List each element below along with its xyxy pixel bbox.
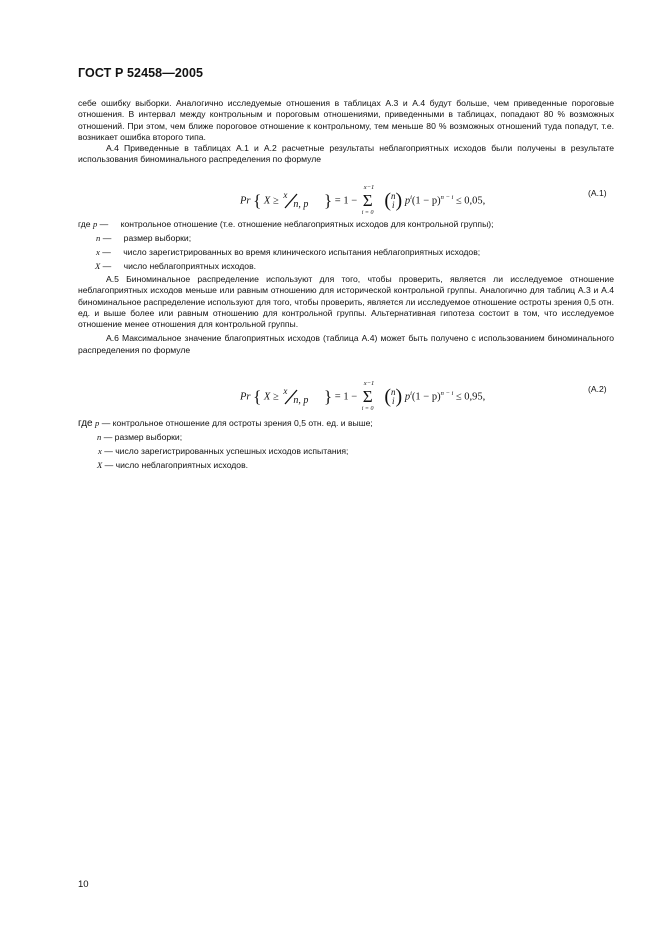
formula-a2-x: X [263,391,271,403]
formula-a2-paren-open: ( [384,385,392,408]
paragraph-1-block [78,98,614,166]
def2-prefix: где [78,418,93,429]
def2-text: размер выборки; [114,432,183,442]
formula-a1-exp1: i [410,193,412,201]
def1-row-X [95,261,256,272]
formula-a1-binom-top: n [391,191,396,201]
formula-a2-brace-open: { [253,387,262,406]
def2-symbol: X [97,460,103,470]
formula-a1-sigma: Σ [362,191,373,210]
def2-dash: — [104,460,114,470]
paragraph-2-block [78,274,614,356]
def1-row-p [78,219,494,230]
formula-a1-lhs: Pr [240,195,251,207]
formula-a1-rel: ≤ 0,05, [455,195,486,207]
def2-text: число неблагоприятных исходов. [115,460,249,470]
formula-a2-geq: ≥ [272,391,279,403]
formula-a2-equals: = 1 − [334,391,358,403]
formula-a1-paren-open: ( [384,189,392,212]
standard-title: ГОСТ Р 52458—2005 [78,66,204,80]
formula-a1-frac-num: x [283,190,288,200]
formula-a2-binom-top: n [391,387,396,397]
formula-a2-exp1: i [410,389,412,397]
page-number: 10 [78,879,89,890]
formula-a2-sum-bottom: i = 0 [361,406,374,412]
def2-symbol: p [95,418,100,428]
def1-row-x [96,247,480,258]
def1-dash: — [102,247,111,257]
formula-a1-fraction [281,190,321,210]
formula-a2 [0,370,661,410]
def1-symbol: p [92,219,98,229]
formula-a1-brace-open: { [253,191,262,210]
formula-a2-frac-den: n, p [293,395,309,406]
formula-a2-sum-top: x−1 [363,380,375,387]
formula-a2-lhs: Pr [240,391,251,403]
formula-a2-fraction [281,386,321,406]
formula-a1-body [240,186,485,216]
def2-row-x [98,446,348,457]
formula-a2-paren-close: ) [395,385,403,408]
def2-symbol: n [97,432,102,442]
formula-a2-number: (А.2) [588,384,607,394]
formula-a2-frac-num: x [283,386,288,396]
formula-a1-p: p [404,195,411,207]
formula-a1-sum-bottom: i = 0 [361,210,374,216]
def2-dash: — [103,432,113,442]
formula-a1-sum [360,186,382,216]
formula-a1-exp2: n − i [440,193,454,201]
def2-symbol: x [98,446,102,456]
def1-symbol: X [95,261,101,271]
paragraph-a6: А.6 Максимальное значение благоприятных исходов (таблица А.4) может быть получено с использованием биноминального распределения по формуле [78,333,614,355]
def1-row-n [96,233,191,244]
def2-text: число зарегистрированных успешных исходов испытания; [115,446,349,456]
formula-a2-brace-close: } [323,387,333,406]
formula-a1-number: (А.1) [588,188,607,198]
paragraph-intro: себе ошибку выборки. Аналогично исследуемые отношения в таблицах А.3 и А.4 будут больше, чем приведенные пороговые отношения. В интервал между контрольным и пороговым отношениями, приведенными в таблицах, попадают 80 % возможных отношений. При этом, чем ближе пороговое отношение к контрольному, тем меньше 80 % возможных отношений туда попадут, т.е. возникает ошибка второго типа. [78,98,614,142]
paragraph-a4: А.4 Приведенные в таблицах А.1 и А.2 расчетные результаты неблагоприятных исходов были получены в результате использования биноминального распределения по формуле [78,143,614,165]
formula-a2-p: p [404,391,411,403]
def1-text: контрольное отношение (т.е. отношение неблагоприятных исходов для контрольной группы); [120,219,494,229]
formula-a2-sum [360,382,382,412]
formula-a2-mid: (1 − p) [411,391,441,403]
def2-dash: — [104,446,113,456]
formula-a2-exp2: n − i [440,389,454,397]
formula-a1 [0,174,661,214]
def1-symbol: x [96,247,100,257]
formula-a1-brace-close: } [323,191,333,210]
formula-a1-mid: (1 − p) [411,195,441,207]
formula-a2-rel: ≤ 0,95, [455,391,486,403]
def2-row-p [78,418,373,429]
def1-symbol: n [96,233,101,243]
formula-a1-binom-bottom: i [392,200,395,210]
formula-a2-binom-bottom: i [392,396,395,406]
formula-a2-body [240,382,485,412]
formula-a2-sigma: Σ [362,387,373,406]
def1-prefix: где [78,219,91,229]
def1-dash: — [102,233,112,243]
paragraph-a5: А.5 Биноминальное распределение используют для того, чтобы проверить, является ли исследуемое отношение неблагоприятных исходов меньше или равным отношению для исторической контрольной группы. Аналогично для таблиц А.3 и А.4 биноминальное распределение используют для того, чтобы проверить, является ли исследуемое отношение остроты зрения 0,5 отн. ед. и выше более или равным отношению для контрольной группы. Альтернативная гипотеза состоит в том, что исследуемое отношение менее отношения для контрольной группы. [78,274,614,330]
def2-text: контрольное отношение для остроты зрения 0,5 отн. ед. и выше; [112,418,373,428]
def2-dash: — [101,418,111,428]
def1-dash: — [99,219,109,229]
formula-a1-equals: = 1 − [334,195,358,207]
formula-a1-frac-den: n, p [293,199,309,210]
formula-a1-x: X [263,195,271,207]
def1-text: число неблагоприятных исходов. [123,261,257,271]
def2-row-n [97,432,182,443]
formula-a1-geq: ≥ [272,195,279,207]
formula-a1-sum-top: x−1 [363,184,375,191]
def2-row-X [97,460,248,471]
def1-text: число зарегистрированных во время клинического испытания неблагоприятных исходов; [123,247,481,257]
def1-text: размер выборки; [123,233,192,243]
formula-a1-paren-close: ) [395,189,403,212]
def1-dash: — [102,261,112,271]
